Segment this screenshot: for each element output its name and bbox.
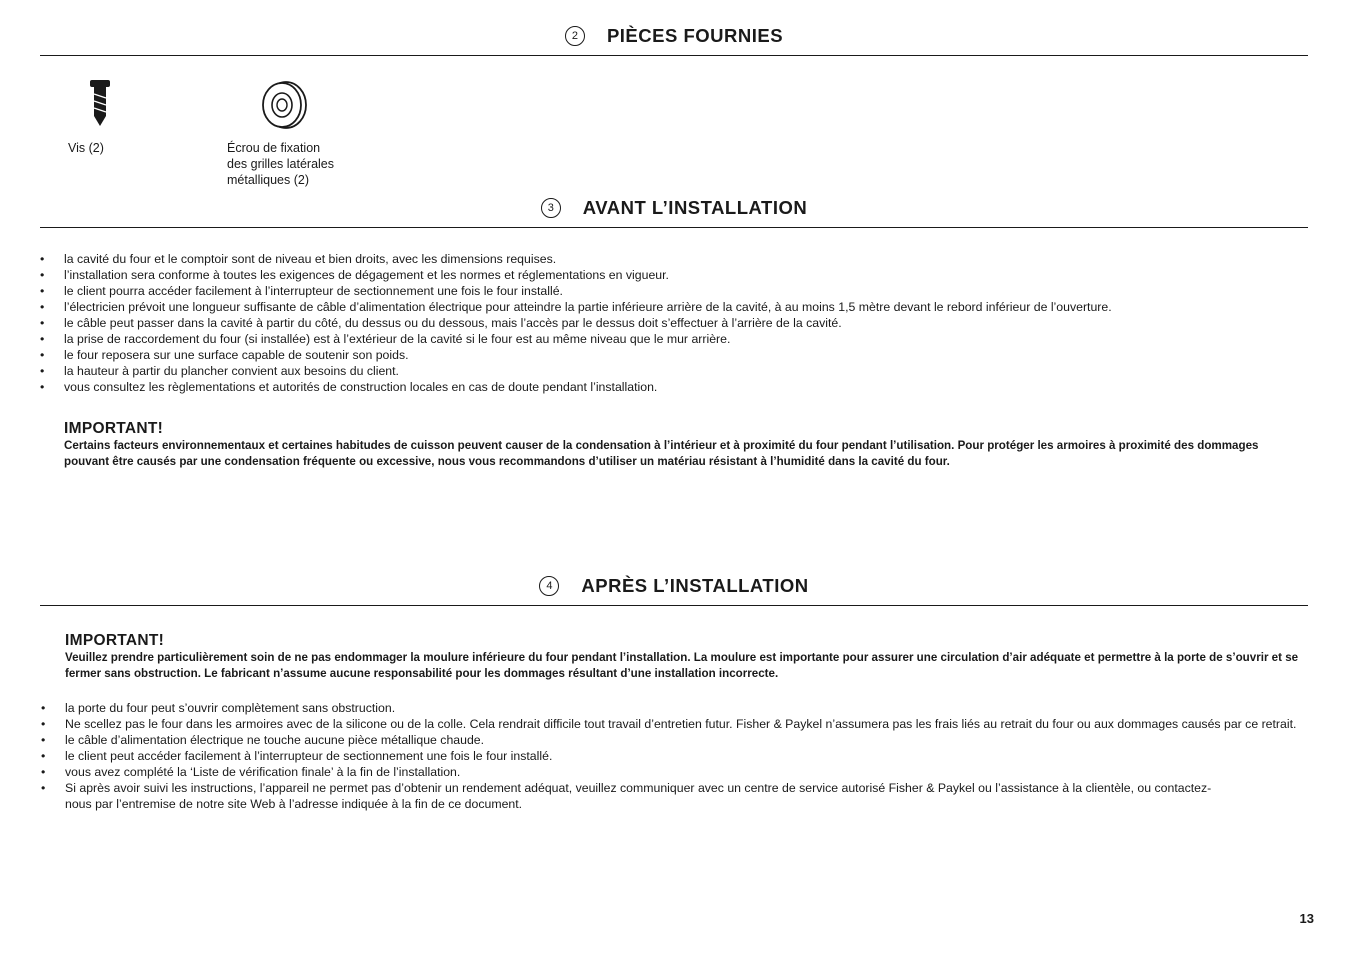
section-header-avant [40, 197, 1308, 228]
important-notice-apres [65, 633, 1300, 682]
important-notice-avant [64, 421, 1304, 470]
part-nut [227, 78, 347, 188]
important-title: IMPORTANT! [64, 420, 164, 437]
section-header-apres [40, 575, 1308, 606]
list-item: • la hauteur à partir du plancher convient aux besoins du client. [40, 363, 1310, 379]
part-label: Écrou de fixation des grilles latérales métalliques (2) [227, 141, 334, 187]
page-number: 13 [1299, 911, 1314, 926]
important-title: IMPORTANT! [65, 632, 165, 649]
list-item: • l’électricien prévoit une longueur suffisante de câble d’alimentation électrique pour atteindre la partie inférieure arrière de la cavité, à au moins 1,5 mètre devant le rebord inférieur de l’ouverture. [40, 299, 1310, 315]
list-item: • la prise de raccordement du four (si installée) est à l’extérieur de la cavité si le four est au même niveau que le mur arrière. [40, 331, 1310, 347]
list-item: • Ne scellez pas le four dans les armoires avec de la silicone ou de la colle. Cela rendrait difficile tout travail d’entretien futur. Fisher & Paykel n’assumera pas les frais liés au retrait du four ou aux dommages causés par ce retrait. [41, 716, 1301, 732]
list-item: • le client pourra accéder facilement à l’interrupteur de sectionnement une fois le four installé. [40, 283, 1310, 299]
list-item: • vous consultez les règlementations et autorités de construction locales en cas de doute pendant l’installation. [40, 379, 1310, 395]
list-item: • le câble peut passer dans la cavité à partir du côté, du dessus ou du dessous, mais l’accès par le dessus doit s’effectuer à l’arrière de la cavité. [40, 315, 1310, 331]
section-header-pieces [40, 25, 1308, 56]
list-item: • l’installation sera conforme à toutes les exigences de dégagement et les normes et réglementations en vigueur. [40, 267, 1310, 283]
part-label: Vis (2) [68, 141, 104, 155]
screw-icon [68, 78, 132, 130]
apres-checklist [41, 700, 1301, 812]
list-item: • vous avez complété la ‘Liste de vérification finale’ à la fin de l’installation. [41, 764, 1301, 780]
avant-checklist [40, 251, 1310, 395]
section-number-badge: 3 [541, 198, 561, 218]
section-title: PIÈCES FOURNIES [606, 25, 784, 46]
list-item: • le câble d’alimentation électrique ne touche aucune pièce métallique chaude. [41, 732, 1301, 748]
list-item: • la porte du four peut s’ouvrir complètement sans obstruction. [41, 700, 1301, 716]
list-item: • Si après avoir suivi les instructions, l’appareil ne permet pas d’obtenir un rendement adéquat, veuillez communiquer avec un centre de service autorisé Fisher & Paykel ou l’assistance à la clientèle, ou contactez-nous par l’entremise de notre site Web à l’adresse indiquée à la fin de ce document. [41, 780, 1301, 812]
section-number-badge: 2 [565, 26, 585, 46]
list-item: • le client peut accéder facilement à l’interrupteur de sectionnement une fois le four installé. [41, 748, 1301, 764]
part-screw [68, 78, 132, 156]
section-number-badge: 4 [539, 576, 559, 596]
section-title: AVANT L’INSTALLATION [582, 197, 808, 218]
important-text: Certains facteurs environnementaux et certaines habitudes de cuisson peuvent causer de la condensation à l’intérieur et à proximité du four pendant l’utilisation. Pour protéger les armoires à proximité des dommages pouvant être causés par une condensation fréquente ou excessive, nous vous recommandons d’utiliser un matériau résistant à l’humidité dans la cavité du four. [64, 439, 1259, 468]
list-item: • la cavité du four et le comptoir sont de niveau et bien droits, avec les dimensions requises. [40, 251, 1310, 267]
important-text: Veuillez prendre particulièrement soin de ne pas endommager la moulure inférieure du four pendant l’installation. La moulure est importante pour assurer une circulation d’air adéquate et permettre à la porte de s’ouvrir et se fermer sans obstruction. Le fabricant n’assume aucune responsabilité pour les dommages résultant d’une installation incorrecte. [65, 651, 1299, 680]
nut-washer-icon [257, 78, 347, 130]
list-item: • le four reposera sur une surface capable de soutenir son poids. [40, 347, 1310, 363]
section-title: APRÈS L’INSTALLATION [581, 575, 809, 596]
